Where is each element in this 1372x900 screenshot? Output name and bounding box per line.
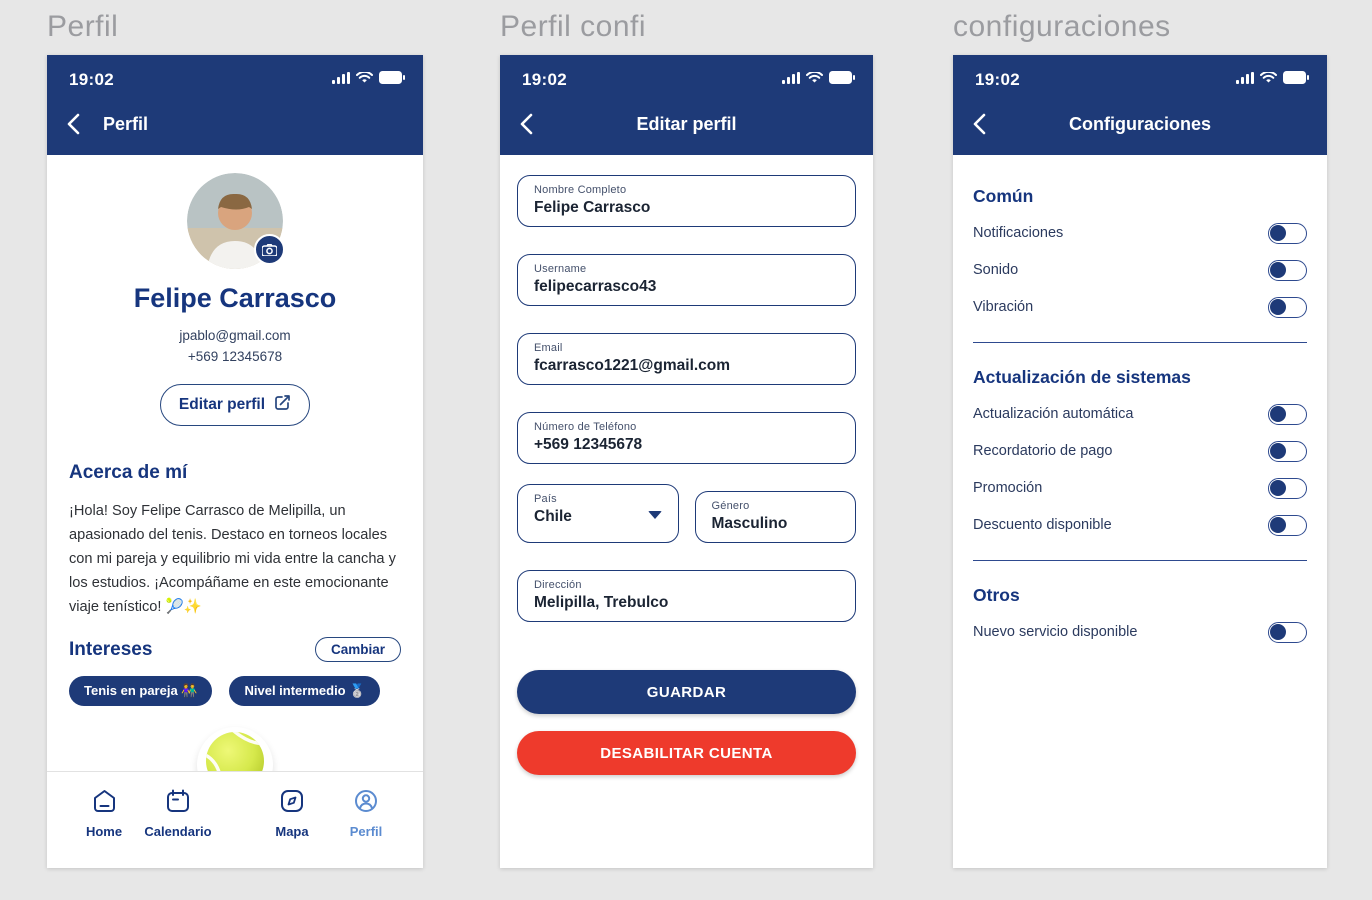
divider bbox=[973, 342, 1307, 343]
frame-title-perfil: Perfil bbox=[47, 10, 119, 43]
nav-bar bbox=[500, 109, 873, 139]
toggle-sonido[interactable] bbox=[1268, 260, 1307, 281]
page-title: Configuraciones bbox=[1068, 113, 1211, 134]
home-icon bbox=[91, 788, 118, 819]
back-icon[interactable] bbox=[520, 113, 534, 135]
battery-icon bbox=[829, 71, 855, 89]
battery-icon bbox=[379, 71, 405, 89]
username-field[interactable] bbox=[517, 254, 856, 306]
toggle-knob bbox=[1270, 624, 1286, 640]
status-icons bbox=[332, 71, 405, 89]
profile-phone: +569 12345678 bbox=[187, 349, 283, 364]
field-label: Dirección bbox=[534, 579, 582, 591]
toggle-vibracion[interactable] bbox=[1268, 297, 1307, 318]
field-label: Número de Teléfono bbox=[534, 421, 637, 433]
wifi-icon bbox=[1260, 71, 1277, 89]
toggle-nuevo-servicio[interactable] bbox=[1268, 622, 1307, 643]
setting-row-descuento-disponible bbox=[973, 514, 1307, 536]
section-heading-comun: Común bbox=[973, 186, 1034, 206]
frame-title-perfil-confi: Perfil confi bbox=[500, 10, 647, 43]
setting-row-nuevo-servicio bbox=[973, 621, 1307, 643]
nav-label: Home bbox=[85, 824, 123, 839]
setting-row-notificaciones bbox=[973, 222, 1307, 244]
field-label: Username bbox=[534, 263, 587, 275]
country-select[interactable] bbox=[517, 484, 679, 543]
setting-label: Actualización automática bbox=[973, 406, 1134, 422]
profile-name: Felipe Carrasco bbox=[133, 283, 337, 313]
status-time: 19:02 bbox=[69, 70, 114, 89]
screen-perfil bbox=[47, 55, 423, 868]
setting-row-sonido bbox=[973, 259, 1307, 281]
nav-bar bbox=[47, 109, 423, 139]
save-button[interactable]: GUARDAR bbox=[517, 670, 856, 714]
interest-tags bbox=[69, 676, 401, 706]
setting-label: Nuevo servicio disponible bbox=[973, 624, 1138, 640]
status-time: 19:02 bbox=[975, 70, 1020, 89]
status-bar bbox=[953, 55, 1327, 93]
status-icons bbox=[782, 71, 855, 89]
toggle-recordatorio-de-pago[interactable] bbox=[1268, 441, 1307, 462]
profile-email: jpablo@gmail.com bbox=[179, 328, 291, 343]
toggle-knob bbox=[1270, 262, 1286, 278]
screen-configuraciones bbox=[953, 55, 1327, 868]
edit-profile-form bbox=[500, 175, 873, 775]
setting-label: Vibración bbox=[973, 299, 1034, 315]
back-icon[interactable] bbox=[67, 113, 81, 135]
toggle-descuento-disponible[interactable] bbox=[1268, 515, 1307, 536]
edit-profile-button[interactable] bbox=[160, 384, 310, 426]
interest-tag: Tenis en pareja 👫 bbox=[69, 676, 212, 706]
field-value: felipecarrasco43 bbox=[534, 278, 657, 295]
edit-pencil-icon bbox=[274, 394, 291, 416]
toggle-knob bbox=[1270, 299, 1286, 315]
about-heading: Acerca de mí bbox=[69, 462, 188, 483]
cellular-signal-icon bbox=[782, 71, 800, 89]
section-heading-actualizacion: Actualización de sistemas bbox=[973, 367, 1191, 387]
status-bar bbox=[500, 55, 873, 93]
wifi-icon bbox=[806, 71, 823, 89]
field-value: Melipilla, Trebulco bbox=[534, 594, 669, 611]
toggle-promocion[interactable] bbox=[1268, 478, 1307, 499]
nav-item-calendario[interactable] bbox=[141, 788, 215, 839]
toggle-notificaciones[interactable] bbox=[1268, 223, 1307, 244]
header bbox=[953, 55, 1327, 155]
phone-field[interactable] bbox=[517, 412, 856, 464]
email-field[interactable] bbox=[517, 333, 856, 385]
frame-title-configuraciones: configuraciones bbox=[953, 10, 1171, 43]
field-label: Nombre Completo bbox=[534, 184, 627, 196]
setting-row-actualizacion-automatica bbox=[973, 403, 1307, 425]
toggle-knob bbox=[1270, 480, 1286, 496]
nav-label: Mapa bbox=[275, 824, 309, 839]
interest-tag: Nivel intermedio 🥈 bbox=[229, 676, 380, 706]
about-text: ¡Hola! Soy Felipe Carrasco de Melipilla, un apasionado del tenis. Destaco en torneos locales con mi pareja y equilibrio mi vida entre la cancha y los estudios. ¡Acompáñame en este emocionante viaje tenístico! 🎾✨ bbox=[69, 503, 396, 615]
section-heading-otros: Otros bbox=[973, 585, 1020, 605]
setting-label: Promoción bbox=[973, 480, 1043, 496]
nav-label: Perfil bbox=[349, 824, 383, 839]
calendar-icon bbox=[165, 788, 191, 819]
field-label: Email bbox=[534, 342, 563, 354]
disable-account-button[interactable]: DESABILITAR CUENTA bbox=[517, 731, 856, 775]
nav-item-perfil[interactable] bbox=[329, 788, 403, 839]
status-time: 19:02 bbox=[522, 70, 567, 89]
toggle-knob bbox=[1270, 406, 1286, 422]
toggle-knob bbox=[1270, 517, 1286, 533]
nav-item-mapa[interactable] bbox=[255, 788, 329, 839]
profile-icon bbox=[353, 788, 379, 819]
header bbox=[500, 55, 873, 155]
field-value: Felipe Carrasco bbox=[534, 199, 651, 216]
nav-item-home[interactable] bbox=[67, 788, 141, 839]
toggle-knob bbox=[1270, 225, 1286, 241]
avatar-wrap bbox=[187, 173, 283, 269]
bottom-navigation bbox=[47, 771, 423, 868]
battery-icon bbox=[1283, 71, 1309, 89]
setting-row-vibracion bbox=[973, 296, 1307, 318]
full-name-field[interactable] bbox=[517, 175, 856, 227]
back-icon[interactable] bbox=[973, 113, 987, 135]
field-label: Género bbox=[711, 500, 750, 512]
change-interests-button[interactable]: Cambiar bbox=[315, 637, 401, 662]
setting-label: Notificaciones bbox=[973, 225, 1064, 241]
nav-bar bbox=[953, 109, 1327, 139]
field-value: Chile bbox=[534, 508, 572, 525]
field-value: +569 12345678 bbox=[534, 436, 643, 453]
header bbox=[47, 55, 423, 155]
status-icons bbox=[1236, 71, 1309, 89]
setting-row-promocion bbox=[973, 477, 1307, 499]
field-value: Masculino bbox=[711, 515, 788, 532]
address-field[interactable] bbox=[517, 570, 856, 622]
status-bar bbox=[47, 55, 423, 93]
setting-label: Descuento disponible bbox=[973, 517, 1112, 533]
screen-editar-perfil bbox=[500, 55, 873, 868]
chevron-down-icon bbox=[648, 511, 662, 519]
setting-label: Sonido bbox=[973, 262, 1019, 278]
divider bbox=[973, 560, 1307, 561]
setting-label: Recordatorio de pago bbox=[973, 443, 1113, 459]
settings-list bbox=[953, 186, 1327, 643]
map-icon bbox=[279, 788, 305, 819]
gender-field[interactable] bbox=[695, 491, 857, 543]
wifi-icon bbox=[356, 71, 373, 89]
interests-heading: Intereses bbox=[69, 638, 153, 660]
setting-row-recordatorio-de-pago bbox=[973, 440, 1307, 462]
toggle-actualizacion-automatica[interactable] bbox=[1268, 404, 1307, 425]
field-label: País bbox=[534, 493, 557, 505]
page-title: Perfil bbox=[103, 113, 149, 134]
toggle-knob bbox=[1270, 443, 1286, 459]
field-value: fcarrasco1221@gmail.com bbox=[534, 357, 731, 374]
edit-profile-label: Editar perfil bbox=[178, 396, 266, 413]
cellular-signal-icon bbox=[1236, 71, 1254, 89]
cellular-signal-icon bbox=[332, 71, 350, 89]
contact-info bbox=[47, 325, 423, 367]
camera-icon[interactable] bbox=[254, 234, 285, 265]
page-title: Editar perfil bbox=[636, 113, 737, 134]
nav-label: Calendario bbox=[144, 824, 212, 839]
